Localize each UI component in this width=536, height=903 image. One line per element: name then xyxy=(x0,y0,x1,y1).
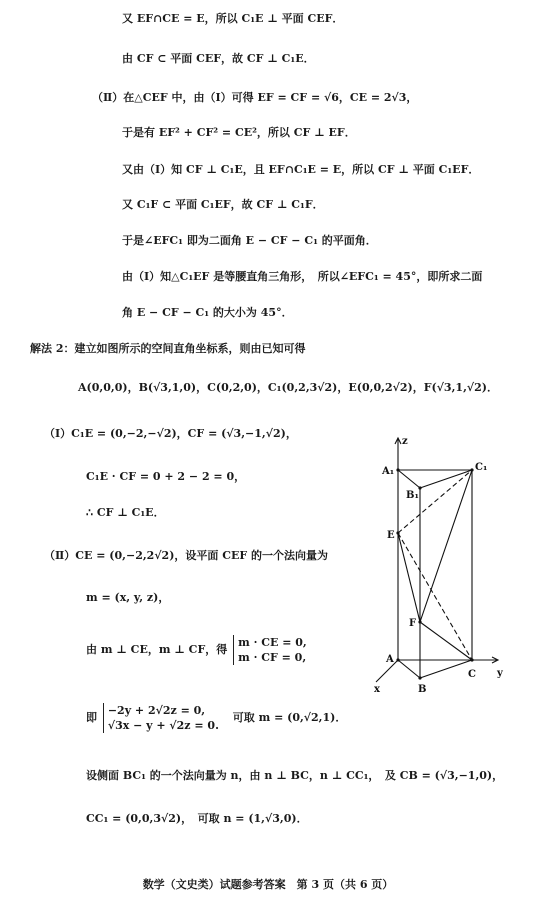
segment-fc1 xyxy=(420,470,472,622)
point-a xyxy=(396,658,399,661)
label-b: B xyxy=(418,684,427,695)
coordinates-line: A(0,0,0)，B(√3,1,0)，C(0,2,0)，C₁(0,2,3√2)，E(0,0,2√2)，F(√3,1,√2)． xyxy=(78,381,498,394)
text-line: （Ⅱ）在△CEF 中，由（Ⅰ）可得 EF = CF = √6，CE = 2√3， xyxy=(92,91,418,104)
text-line: ∴ CF ⊥ C₁E． xyxy=(86,506,165,519)
section-heading: 解法 2：建立如图所示的空间直角坐标系，则由已知可得 xyxy=(30,342,306,355)
equation-system xyxy=(103,703,219,733)
label-a: A xyxy=(386,654,394,665)
point-b xyxy=(418,676,421,679)
segment-fc xyxy=(420,622,472,660)
segment-ef xyxy=(398,533,420,622)
text-line: 于是有 EF² + CF² = CE²，所以 CF ⊥ EF． xyxy=(122,126,356,139)
text-line: 由 CF ⊂ 平面 CEF，故 CF ⊥ C₁E． xyxy=(122,52,315,65)
label-z: z xyxy=(402,436,408,447)
text-segment: 可取 m = (0,√2,1)． xyxy=(232,711,347,724)
point-c xyxy=(470,658,473,661)
edge-bc xyxy=(420,660,472,678)
point-c1 xyxy=(470,468,473,471)
point-e xyxy=(396,531,399,534)
equation-system xyxy=(233,635,307,665)
system-line-1 xyxy=(86,635,307,665)
label-y: y xyxy=(497,668,503,679)
text-line: 于是∠EFC₁ 即为二面角 E − CF − C₁ 的平面角． xyxy=(122,234,377,247)
equation: m · CE = 0, xyxy=(238,636,307,649)
edge-b1c1 xyxy=(420,470,472,488)
text-line: CC₁ = (0,0,3√2)， 可取 n = (1,√3,0)． xyxy=(86,812,308,825)
point-b1 xyxy=(418,486,421,489)
label-a1: A₁ xyxy=(382,466,395,477)
equation: −2y + 2√2z = 0, xyxy=(107,704,206,717)
text-line: 由（Ⅰ）知△C₁EF 是等腰直角三角形， 所以∠EFC₁ = 45°，即所求二面 xyxy=(122,270,483,283)
system-line-2 xyxy=(86,703,346,733)
text-line: 设侧面 BC₁ 的一个法向量为 n，由 n ⊥ BC，n ⊥ CC₁， 及 CB = (√3,−1,0)， xyxy=(86,769,504,782)
equation: √3x − y + √2z = 0. xyxy=(107,719,219,732)
label-b1: B₁ xyxy=(406,490,419,501)
text-line: 角 E − CF − C₁ 的大小为 45°． xyxy=(122,306,293,319)
text-line: （Ⅰ）C₁E = (0,−2,−√2)，CF = (√3,−1,√2)， xyxy=(44,427,297,440)
equation: m · CF = 0, xyxy=(238,651,307,664)
text-segment: 即 xyxy=(86,711,97,724)
segment-ec xyxy=(398,533,472,660)
edge-ab xyxy=(398,660,420,678)
text-line: 又由（Ⅰ）知 CF ⊥ C₁E，且 EF∩C₁E = E，所以 CF ⊥ 平面 C₁EF． xyxy=(122,163,480,176)
text-segment: 由 m ⊥ CE，m ⊥ CF，得 xyxy=(86,643,228,656)
text-line: 又 C₁F ⊂ 平面 C₁EF，故 CF ⊥ C₁F． xyxy=(122,198,324,211)
label-f: F xyxy=(409,618,417,629)
prism-figure xyxy=(360,430,510,702)
label-e: E xyxy=(387,530,395,541)
page-footer: 数学（文史类）试题参考答案 第 3 页（共 6 页） xyxy=(142,878,394,891)
label-x: x xyxy=(374,684,380,695)
text-line: （Ⅱ）CE = (0,−2,2√2)，设平面 CEF 的一个法向量为 xyxy=(44,549,329,562)
label-c1: C₁ xyxy=(475,462,488,473)
point-a1 xyxy=(396,468,399,471)
point-f xyxy=(418,620,421,623)
text-line: m = (x, y, z)， xyxy=(86,591,170,604)
text-line: C₁E · CF = 0 + 2 − 2 = 0， xyxy=(86,470,246,483)
text-line: 又 EF∩CE = E，所以 C₁E ⊥ 平面 CEF． xyxy=(122,12,344,25)
label-c: C xyxy=(468,669,476,680)
edge-a1b1 xyxy=(398,470,420,488)
